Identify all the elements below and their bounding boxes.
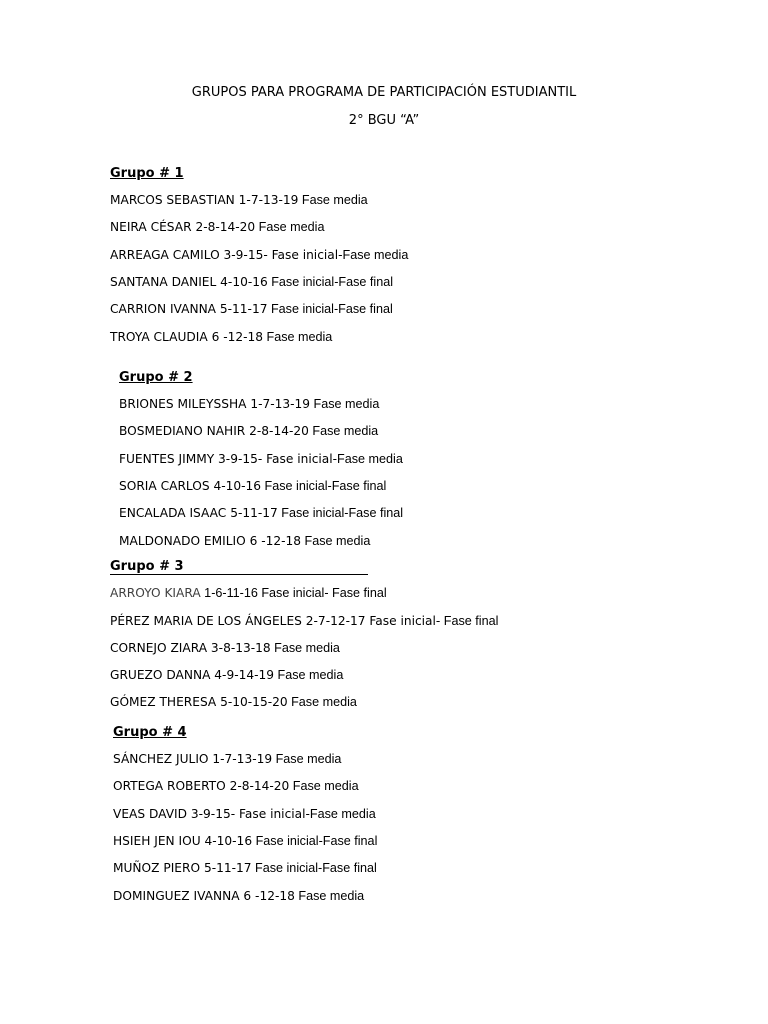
list-item: DOMINGUEZ IVANNA 6 -12-18 Fase media: [113, 889, 365, 903]
list-item: MARCOS SEBASTIAN 1-7-13-19 Fase media: [110, 193, 368, 207]
list-item: ORTEGA ROBERTO 2-8-14-20 Fase media: [113, 779, 359, 793]
list-item: GRUEZO DANNA 4-9-14-19 Fase media: [110, 668, 344, 682]
list-item: SÁNCHEZ JULIO 1-7-13-19 Fase media: [113, 752, 342, 766]
list-item: GÓMEZ THERESA 5-10-15-20 Fase media: [110, 695, 357, 709]
list-item: ARREAGA CAMILO 3-9-15- Fase inicial-Fase media: [110, 248, 409, 262]
list-item: SANTANA DANIEL 4-10-16 Fase inicial-Fase final: [110, 275, 394, 289]
group-4-heading: Grupo # 4: [113, 725, 187, 740]
list-item: VEAS DAVID 3-9-15- Fase inicial-Fase media: [113, 807, 376, 821]
list-item: SORIA CARLOS 4-10-16 Fase inicial-Fase final: [119, 479, 387, 493]
list-item: CARRION IVANNA 5-11-17 Fase inicial-Fase final: [110, 302, 393, 316]
list-item: FUENTES JIMMY 3-9-15- Fase inicial-Fase media: [119, 452, 403, 466]
list-item: ENCALADA ISAAC 5-11-17 Fase inicial-Fase final: [119, 506, 404, 520]
list-item: MUÑOZ PIERO 5-11-17 Fase inicial-Fase final: [113, 861, 377, 875]
list-item: MALDONADO EMILIO 6 -12-18 Fase media: [119, 534, 371, 548]
list-item: NEIRA CÉSAR 2-8-14-20 Fase media: [110, 220, 325, 234]
list-item: BRIONES MILEYSSHA 1-7-13-19 Fase media: [119, 397, 380, 411]
list-item: PÉREZ MARIA DE LOS ÁNGELES 2-7-12-17 Fase inicial- Fase final: [110, 614, 499, 628]
list-item: TROYA CLAUDIA 6 -12-18 Fase media: [110, 330, 333, 344]
list-item: HSIEH JEN IOU 4-10-16 Fase inicial-Fase final: [113, 834, 378, 848]
list-item: CORNEJO ZIARA 3-8-13-18 Fase media: [110, 641, 340, 655]
document-title: GRUPOS PARA PROGRAMA DE PARTICIPACIÓN ESTUDIANTIL: [191, 85, 577, 100]
group-1-heading: Grupo # 1: [110, 166, 184, 181]
list-item: BOSMEDIANO NAHIR 2-8-14-20 Fase media: [119, 424, 379, 438]
group-3-heading: Grupo # 3: [110, 559, 368, 575]
course-label: 2° BGU “A”: [348, 113, 420, 128]
list-item: ARROYO KIARA 1-6-11-16 Fase inicial- Fase final: [110, 586, 387, 600]
group-2-heading: Grupo # 2: [119, 370, 193, 385]
